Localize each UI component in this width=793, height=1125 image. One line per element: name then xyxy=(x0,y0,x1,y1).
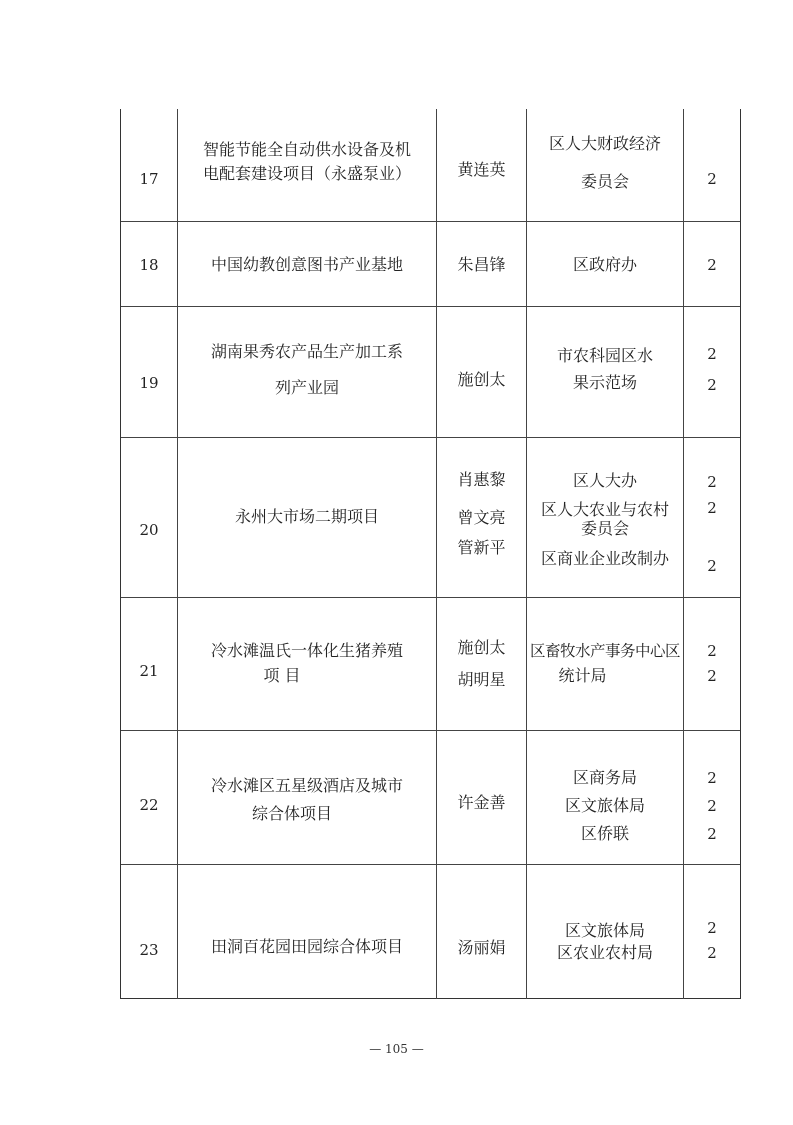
unit-name: 区人大农业与农村 xyxy=(540,500,669,519)
count-value: 2 xyxy=(707,557,717,575)
leader-name: 施创太 xyxy=(457,638,506,657)
row-number-cell xyxy=(121,731,178,864)
unit-name: 区农业农村局 xyxy=(556,943,653,962)
unit-cell xyxy=(527,307,684,437)
table-row xyxy=(121,438,740,598)
count-value: 2 xyxy=(707,797,717,815)
leader-cell xyxy=(437,438,527,597)
leader-cell xyxy=(437,307,527,437)
project-cell xyxy=(178,731,437,864)
unit-cell xyxy=(527,438,684,597)
project-name-line: 冷水滩区五星级酒店及城市 xyxy=(210,776,403,795)
count-cell xyxy=(684,222,740,306)
count-value: 2 xyxy=(707,499,717,517)
project-cell xyxy=(178,438,437,597)
row-number-cell xyxy=(121,438,178,597)
page-number: — 105 — xyxy=(369,1042,424,1056)
project-cell xyxy=(178,307,437,437)
unit-name: 区商业企业改制办 xyxy=(540,549,669,568)
project-name-line: 综合体项目 xyxy=(251,804,332,823)
project-cell xyxy=(178,865,437,999)
table-row xyxy=(121,222,740,307)
row-number: 22 xyxy=(139,796,159,814)
unit-cell xyxy=(527,222,684,306)
count-value: 2 xyxy=(707,919,717,937)
table-row xyxy=(121,307,740,438)
project-name-line: 湖南果秀农产品生产加工系 xyxy=(210,342,403,361)
unit-cell xyxy=(527,598,684,730)
count-value: 2 xyxy=(707,944,717,962)
leader-name: 曾文亮 xyxy=(457,508,506,527)
unit-name: 区人大办 xyxy=(572,471,637,490)
leader-name: 管新平 xyxy=(457,538,506,557)
unit-name: 果示范场 xyxy=(572,373,637,392)
count-value: 2 xyxy=(707,473,717,491)
row-number: 23 xyxy=(139,941,159,959)
leader-name: 黄连英 xyxy=(457,160,506,179)
project-table xyxy=(120,109,741,999)
leader-name: 许金善 xyxy=(457,793,506,812)
leader-cell xyxy=(437,598,527,730)
leader-cell xyxy=(437,109,527,221)
leader-name: 胡明星 xyxy=(457,670,506,689)
table-row xyxy=(121,109,740,222)
project-name-line: 永州大市场二期项目 xyxy=(234,507,379,526)
count-cell xyxy=(684,598,740,730)
count-cell xyxy=(684,307,740,437)
unit-name: 区商务局 xyxy=(572,768,637,787)
project-name-line: 智能节能全自动供水设备及机 xyxy=(202,140,411,159)
count-value: 2 xyxy=(707,769,717,787)
project-cell xyxy=(178,598,437,730)
project-cell xyxy=(178,109,437,221)
count-value: 2 xyxy=(707,825,717,843)
table-row xyxy=(121,731,740,865)
row-number: 19 xyxy=(139,374,159,392)
count-value: 2 xyxy=(707,345,717,363)
row-number: 21 xyxy=(139,662,159,680)
leader-name: 汤丽娟 xyxy=(457,938,506,957)
project-cell xyxy=(178,222,437,306)
row-number-cell xyxy=(121,307,178,437)
project-name-line: 电配套建设项目（永盛泵业） xyxy=(202,164,411,183)
table-row xyxy=(121,598,740,731)
row-number-cell xyxy=(121,109,178,221)
leader-name: 朱昌锋 xyxy=(457,255,506,274)
count-value: 2 xyxy=(707,376,717,394)
leader-cell xyxy=(437,731,527,864)
unit-name: 统计局 xyxy=(558,666,607,685)
count-value: 2 xyxy=(707,642,717,660)
count-cell xyxy=(684,109,740,221)
count-cell xyxy=(684,438,740,597)
table-row xyxy=(121,865,740,999)
count-value: 2 xyxy=(707,256,717,274)
unit-name: 区文旅体局 xyxy=(564,921,645,940)
unit-name: 委员会 xyxy=(580,519,629,538)
project-name-line: 列产业园 xyxy=(274,378,339,397)
row-number: 17 xyxy=(139,170,159,188)
row-number-cell xyxy=(121,222,178,306)
leader-name: 肖惠黎 xyxy=(457,470,506,489)
project-name-line: 田洞百花园田园综合体项目 xyxy=(210,937,403,956)
unit-name: 区政府办 xyxy=(572,255,637,274)
unit-cell xyxy=(527,731,684,864)
project-name-line: 冷水滩温氏一体化生猪养殖 xyxy=(210,641,403,660)
unit-name: 区侨联 xyxy=(580,824,629,843)
unit-name: 区人大财政经济 xyxy=(548,134,661,153)
row-number: 20 xyxy=(139,521,159,539)
unit-cell xyxy=(527,109,684,221)
unit-cell xyxy=(527,865,684,999)
row-number-cell xyxy=(121,865,178,999)
leader-name: 施创太 xyxy=(457,370,506,389)
count-value: 2 xyxy=(707,170,717,188)
unit-name: 区文旅体局 xyxy=(564,796,645,815)
project-name-line: 项 目 xyxy=(263,666,301,685)
leader-cell xyxy=(437,222,527,306)
row-number-cell xyxy=(121,598,178,730)
count-value: 2 xyxy=(707,667,717,685)
unit-name: 市农科园区水 xyxy=(556,346,653,365)
row-number: 18 xyxy=(139,256,159,274)
leader-cell xyxy=(437,865,527,999)
unit-name: 委员会 xyxy=(580,172,629,191)
count-cell xyxy=(684,865,740,999)
unit-name: 区畜牧水产事务中心区 xyxy=(529,642,680,660)
count-cell xyxy=(684,731,740,864)
project-name-line: 中国幼教创意图书产业基地 xyxy=(210,255,403,274)
